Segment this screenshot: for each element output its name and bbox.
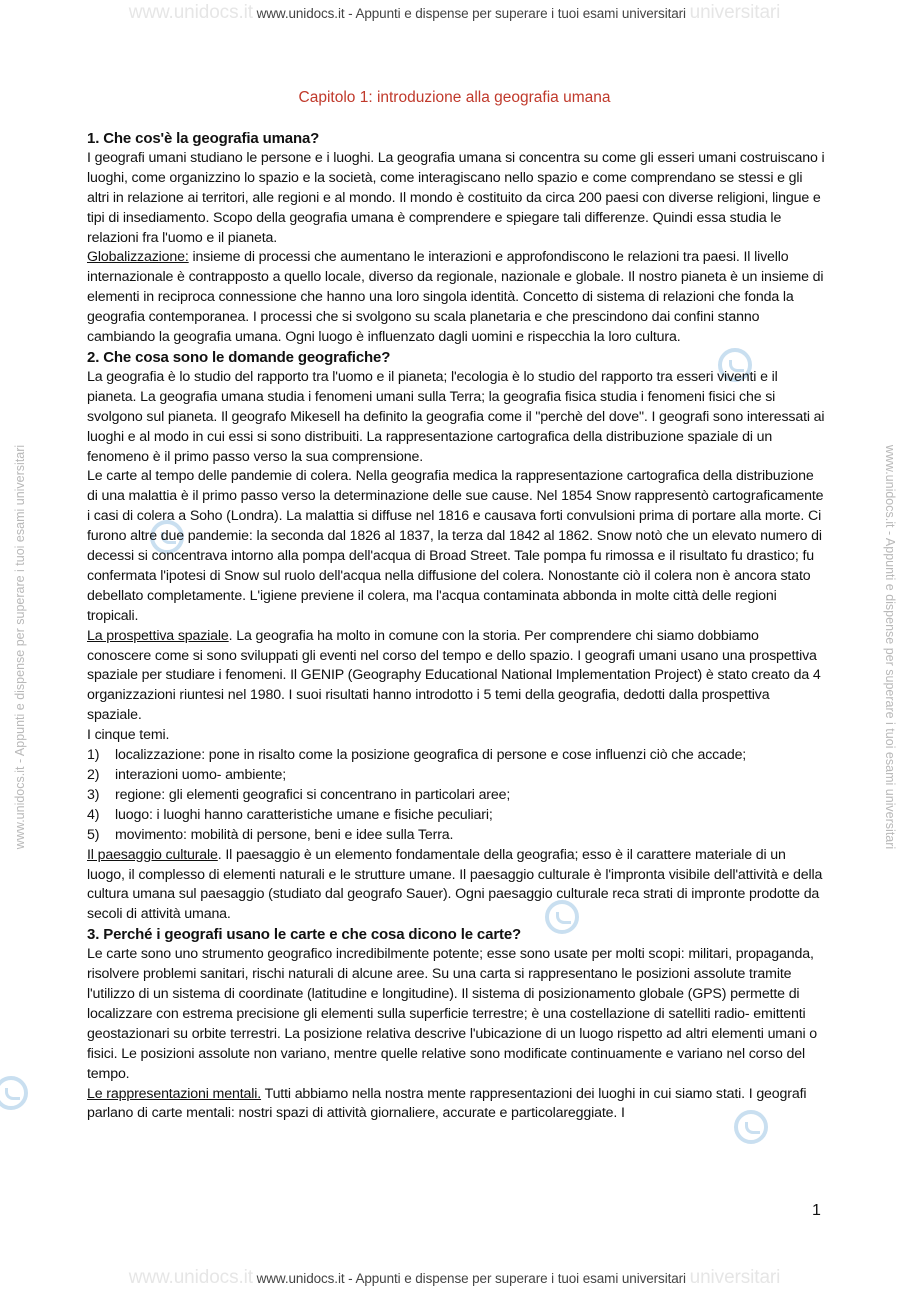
section-heading: 1. Che cos'è la geografia umana? [87,130,320,147]
term-prospettiva-spaziale: La prospettiva spaziale [87,627,229,644]
term-paesaggio-culturale: Il paesaggio culturale [87,846,218,863]
term-globalizzazione: Globalizzazione: [87,249,189,266]
paragraph: La prospettiva spaziale. La geografia ha molto in comune con la storia. Per comprendere chi siamo dobbiamo conoscere come si sono sviluppati gli eventi nel corso del tempo e dello spazio. I geografi umani usano una prospettiva spaziale per studiare i fenomeni. Il GENIP (Geography Educational National Implementation Project) è stato creato da 4 organizzazioni riuntesi nel 1980. I suoi risultati hanno introdotto i 5 temi della geografia, dedotti dalla prospettiva spaziale. [87,627,821,724]
chapter-title: Capitolo 1: introduzione alla geografia umana [298,89,611,106]
list-item: 3) regione: gli elementi geografici si concentrano in particolari aree; [87,786,511,803]
section-heading: 2. Che cosa sono le domande geografiche? [87,348,391,366]
paragraph: I geografi umani studiano le persone e i luoghi. La geografia umana si concentra su come gli esseri umani costruiscano i luoghi, come organizzino lo spazio e la società, come interagiscano nello spazio e come comprendano se stessi e gli altri in relazione ai territori, alle regioni e al mondo. Il mondo è costituito da circa 200 paesi con diverse religioni, lingue e tipi di insediamento. Scopo della geografia umana è comprendere e spiegare tali differenze. Quindi essa studia le relazioni fra l'uomo e il pianeta. [87,149,825,246]
watermark-ghost-left: www.unidocs.it [128,1267,253,1288]
watermark-ghost-left: www.unidocs.it [128,2,253,23]
watermark-ghost-right: universitari [689,1267,781,1288]
themes-list [87,746,825,846]
watermark-top-text: www.unidocs.it - Appunti e dispense per superare i tuoi esami universitari [256,6,686,21]
watermark-ghost-right: universitari [689,2,781,23]
paragraph: I cinque temi. [87,727,170,744]
list-item: 4) luogo: i luoghi hanno caratteristiche umane e fisiche peculiari; [87,806,493,823]
paragraph: La geografia è lo studio del rapporto tra l'uomo e il pianeta; l'ecologia è lo studio del rapporto tra esseri viventi e il pianeta. La geografia umana studia i fenomeni umani sulla Terra; la geografia fisica studia i fenomeni fisici che si svolgono sul pianeta. Il geografo Mikesell ha definito la geografia come il "perchè del dove". I geografi sono interessati ai luoghi e al modo in cui essi si sono distribuiti. La rappresentazione cartografica della distribuzione spaziale di un fenomeno è il primo passo verso la sua comprensione. [87,368,825,465]
watermark-left: www.unidocs.it - Appunti e dispense per superare i tuoi esami universitari [13,444,27,850]
document-body [87,129,825,1124]
paragraph: Il paesaggio culturale. Il paesaggio è un elemento fondamentale della geografia; esso è il carattere materiale di un luogo, il complesso di elementi naturali e le strutture umane. Il paesaggio culturale è l'impronta visibile dell'attività e della cultura umana sul paesaggio (studiato dal geografo Sauer). Ogni paesaggio culturale reca strati di impronte prodotte da secoli di attività umana. [87,846,823,923]
list-item: 5) movimento: mobilità di persone, beni e idee sulla Terra. [87,826,454,843]
section-heading: 3. Perché i geografi usano le carte e che cosa dicono le carte? [87,926,522,944]
watermark-top [0,2,909,24]
paragraph: Le rappresentazioni mentali. Tutti abbiamo nella nostra mente rappresentazioni dei luoghi in cui siamo stati. I geografi parlano di carte mentali: nostri spazi di attività giornaliere, accurate e particolareggiate. I [87,1085,807,1122]
paragraph: Le carte al tempo delle pandemie di colera. Nella geografia medica la rappresentazione cartografica della distribuzione di una malattia è il primo passo verso la determinazione delle sue cause. Nel 1854 Snow rappresentò cartograficamente i casi di colera a Soho (Londra). La malattia si diffuse nel 1816 e causava forti convulsioni prima di portare alla morte. Ci furono altre due pandemie: la seconda dal 1826 al 1837, la terza dal 1842 al 1862. Snow notò che un elevato numero di decessi si concentrava intorno alla pompa dell'acqua di Broad Street. Tale pompa fu rimossa e il risultato fu drastico; fu confermata l'ipotesi di Snow sul ruolo dell'acqua nella diffusione del colera. Nonostante ciò il colera non è ancora stato debellato completamente. L'igiene previene il colera, ma l'acqua contaminata abbonda in molte città delle regioni tropicali. [87,468,824,624]
unidocs-logo-icon [0,1076,28,1110]
watermark-bottom-text: www.unidocs.it - Appunti e dispense per superare i tuoi esami universitari [256,1271,686,1286]
page-number: 1 [812,1202,821,1219]
list-item: 2) interazioni uomo- ambiente; [87,767,287,783]
watermark-right: www.unidocs.it - Appunti e dispense per superare i tuoi esami universitari [883,444,897,850]
paragraph: Globalizzazione: insieme di processi che aumentano le interazioni e approfondiscono le relazioni tra paesi. Il livello internazionale è contrapposto a quello locale, diverso da regionale, nazionale e globale. Il nostro pianeta è un insieme di elementi in reciproca connessione che hanno una loro singola identità. Concetto di sistema di relazioni che fonda la geografia contemporanea. I processi che si svolgono su scala planetaria e che prescindono dai confini stanno cambiando la geografia umana. Ogni luogo è influenzato dagli uomini e rispecchia la loro cultura. [87,249,824,346]
term-rappresentazioni-mentali: Le rappresentazioni mentali. [87,1085,262,1102]
paragraph: Le carte sono uno strumento geografico incredibilmente potente; esse sono usate per molti scopi: militari, propaganda, risolvere problemi sanitari, rischi naturali di alcune aree. Su una carta si rappresentano le posizioni assolute tramite l'utilizzo di un sistema di coordinate (latitudine e longitudine). Il sistema di posizionamento globale (GPS) permette di localizzare con estrema precisione gli elementi sulla superficie terrestre; è una costellazione di satelliti radio- emittenti geostazionari su orbite terrestri. La posizione relativa descrive l'ubicazione di un luogo rispetto ad altri elementi umani o fisici. Le posizioni assolute non variano, mentre quelle relative sono modificate continuamente e variano nel corso del tempo. [87,946,817,1082]
list-item: 1) localizzazione: pone in risalto come la posizione geografica di persone e cose influenzi ciò che accade; [87,747,747,764]
